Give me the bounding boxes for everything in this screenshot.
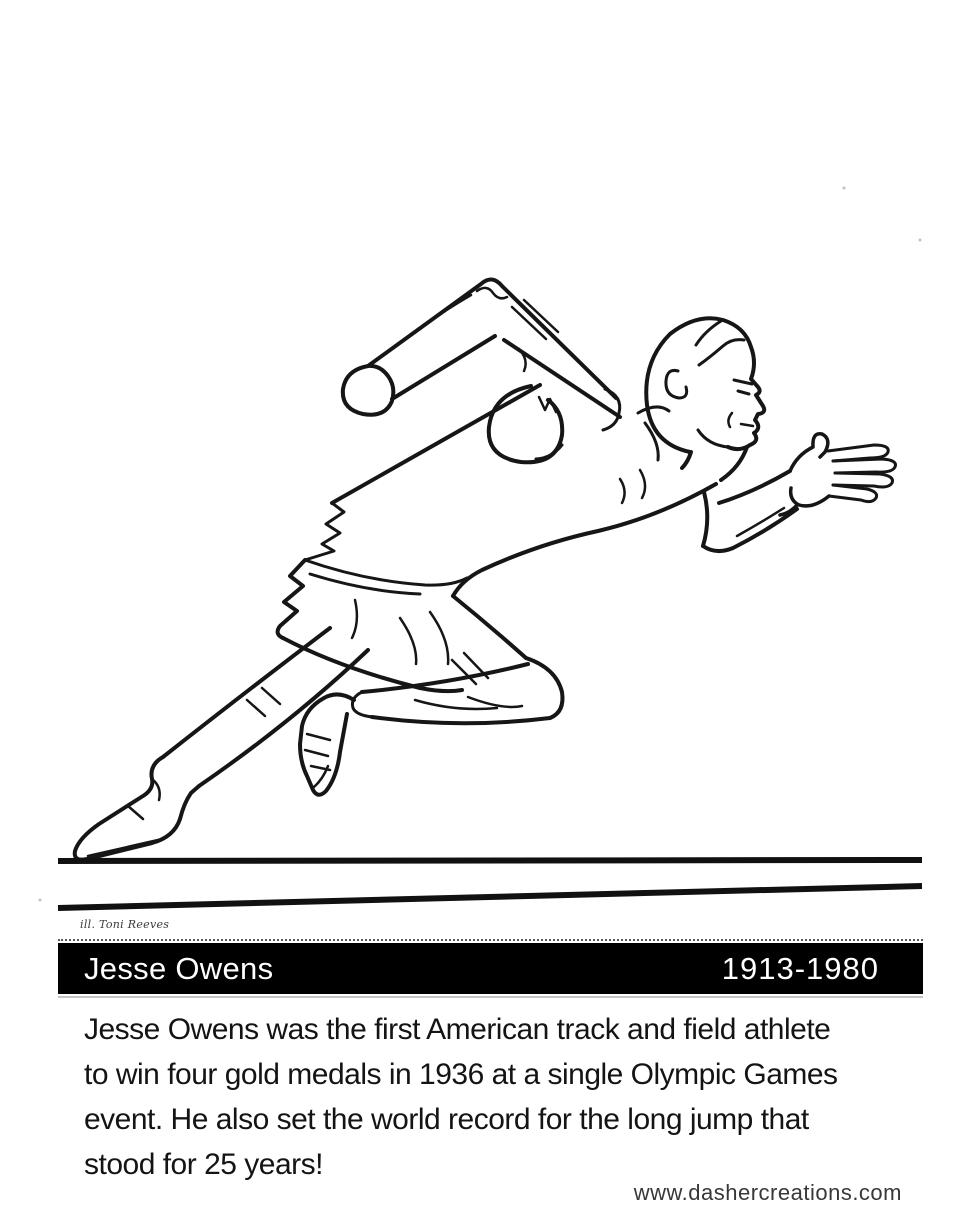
bio-line: Jesse Owens was the first American track and field athlete [84, 1013, 831, 1046]
palm-thumb [790, 434, 828, 471]
shorts-front [453, 596, 526, 658]
fist [343, 366, 394, 415]
bio-line: to win four gold medals in 1936 at a single Olympic Games [84, 1058, 838, 1091]
page-title: Jesse Owens [84, 950, 274, 986]
tank-armhole [489, 386, 562, 462]
ground-lines [58, 860, 922, 908]
palm-bottom [780, 488, 829, 515]
calf-bottom [372, 717, 550, 723]
trailing-leg-top [163, 628, 330, 757]
scan-speckles [39, 187, 922, 941]
finger-pinky [829, 485, 877, 502]
bio-paragraph [84, 1007, 838, 1187]
neck [682, 447, 747, 480]
knee [526, 658, 563, 718]
bio-line: stood for 25 years! [84, 1148, 323, 1181]
illustrator-credit: ill. Toni Reeves [80, 918, 170, 931]
ground-line-slanted [58, 886, 922, 908]
shorts-back-jagged [278, 560, 305, 638]
title-banner [58, 943, 923, 994]
chest-front [453, 484, 716, 596]
tank-hem [305, 560, 467, 594]
ear [666, 370, 687, 398]
jaw-line [698, 430, 728, 447]
shin-shading [247, 688, 280, 716]
torso-shading [620, 470, 645, 503]
finger-middle [833, 459, 895, 473]
head-outline [646, 318, 764, 452]
life-years: 1913-1980 [721, 950, 879, 986]
front-upperarm [703, 492, 707, 546]
elbow-detail [477, 288, 507, 298]
ankle [352, 692, 372, 717]
brow-eye [734, 380, 752, 394]
shorts-creases [352, 600, 448, 664]
banner-top-dotted-line [58, 939, 923, 941]
trailing-leg-bottom [199, 650, 368, 786]
banner-underline [58, 996, 923, 998]
ground-line-top [58, 860, 922, 861]
collar-strap [638, 407, 669, 460]
forearm-underside [392, 336, 495, 399]
tank-flutter [305, 503, 344, 560]
back-line [332, 385, 540, 503]
front-shoe-laces [305, 734, 330, 770]
bio-line: event. He also set the world record for the long jump that [84, 1103, 809, 1136]
mouth-cheek [728, 413, 753, 427]
website-url: www.dashercreations.com [633, 1180, 902, 1205]
front-shoe [300, 694, 354, 794]
runner-figure [75, 279, 896, 859]
